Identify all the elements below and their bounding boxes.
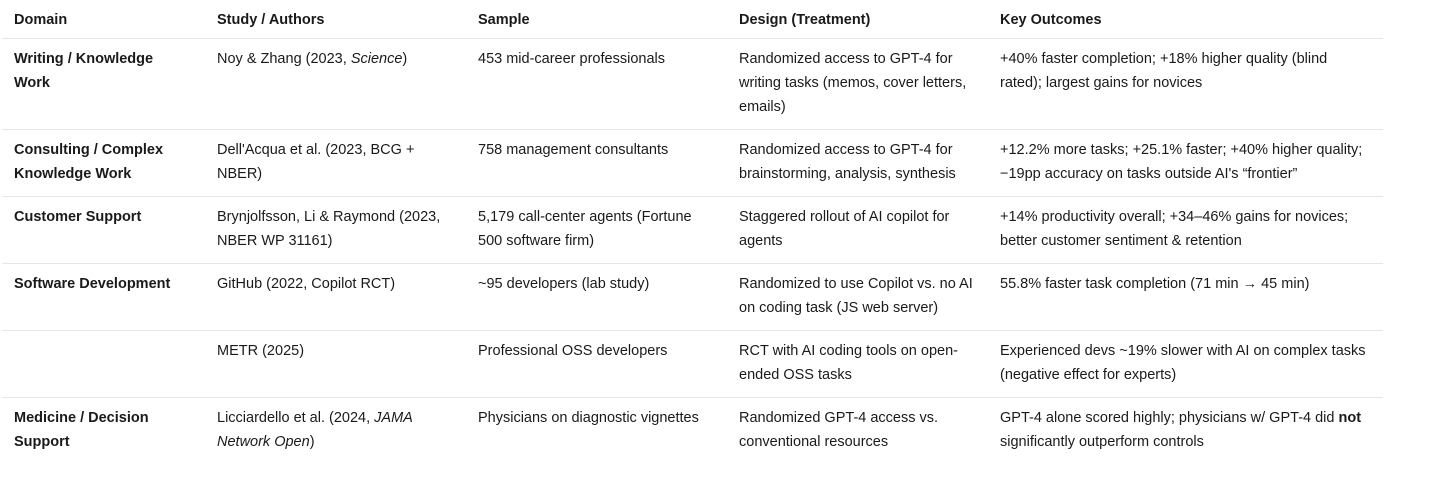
cell-design: Staggered rollout of AI copilot for agents	[727, 197, 988, 264]
cell-design: Randomized to use Copilot vs. no AI on coding task (JS web server)	[727, 264, 988, 331]
header-row	[2, 0, 1383, 39]
cell-outcome: Experienced devs ~19% slower with AI on complex tasks (negative effect for experts)	[988, 331, 1383, 398]
header-design: Design (Treatment)	[739, 12, 871, 28]
table-row	[2, 197, 1383, 264]
header-sample: Sample	[478, 12, 530, 28]
cell-outcome: 55.8% faster task completion (71 min → 45 min)	[988, 264, 1383, 331]
cell-design: RCT with AI coding tools on open-ended OSS tasks	[727, 331, 988, 398]
cell-study: Noy & Zhang (2023, Science)	[205, 39, 466, 130]
cell-design: Randomized access to GPT-4 for brainstorming, analysis, synthesis	[727, 130, 988, 197]
cell-sample: Professional OSS developers	[466, 331, 727, 398]
studies-table	[2, 0, 1383, 464]
cell-study: GitHub (2022, Copilot RCT)	[205, 264, 466, 331]
table-row	[2, 331, 1383, 398]
table-row	[2, 130, 1383, 197]
table-row	[2, 398, 1383, 465]
cell-sample: 5,179 call-center agents (Fortune 500 software firm)	[466, 197, 727, 264]
cell-design: Randomized GPT-4 access vs. conventional resources	[727, 398, 988, 465]
cell-domain: Software Development	[2, 264, 205, 331]
cell-sample: 453 mid-career professionals	[466, 39, 727, 130]
cell-design: Randomized access to GPT-4 for writing tasks (memos, cover letters, emails)	[727, 39, 988, 130]
header-domain: Domain	[14, 12, 68, 28]
cell-outcome: +12.2% more tasks; +25.1% faster; +40% higher quality; −19pp accuracy on tasks outside AI's “frontier”	[988, 130, 1383, 197]
cell-domain: Customer Support	[2, 197, 205, 264]
cell-outcome: GPT-4 alone scored highly; physicians w/ GPT-4 did not significantly outperform controls	[988, 398, 1383, 465]
cell-sample: ~95 developers (lab study)	[466, 264, 727, 331]
cell-domain: Consulting / Complex Knowledge Work	[2, 130, 205, 197]
cell-sample: Physicians on diagnostic vignettes	[466, 398, 727, 465]
cell-outcome: +14% productivity overall; +34–46% gains for novices; better customer sentiment & retention	[988, 197, 1383, 264]
cell-study: Dell'Acqua et al. (2023, BCG + NBER)	[205, 130, 466, 197]
cell-study: Licciardello et al. (2024, JAMA Network Open)	[205, 398, 466, 465]
cell-domain	[2, 331, 205, 398]
cell-outcome: +40% faster completion; +18% higher quality (blind rated); largest gains for novices	[988, 39, 1383, 130]
cell-domain: Medicine / Decision Support	[2, 398, 205, 465]
header-study: Study / Authors	[217, 12, 325, 28]
header-outcomes: Key Outcomes	[1000, 12, 1102, 28]
cell-study: Brynjolfsson, Li & Raymond (2023, NBER WP 31161)	[205, 197, 466, 264]
cell-domain: Writing / Knowledge Work	[2, 39, 205, 130]
cell-study: METR (2025)	[205, 331, 466, 398]
table-row	[2, 39, 1383, 130]
cell-sample: 758 management consultants	[466, 130, 727, 197]
table-row	[2, 264, 1383, 331]
